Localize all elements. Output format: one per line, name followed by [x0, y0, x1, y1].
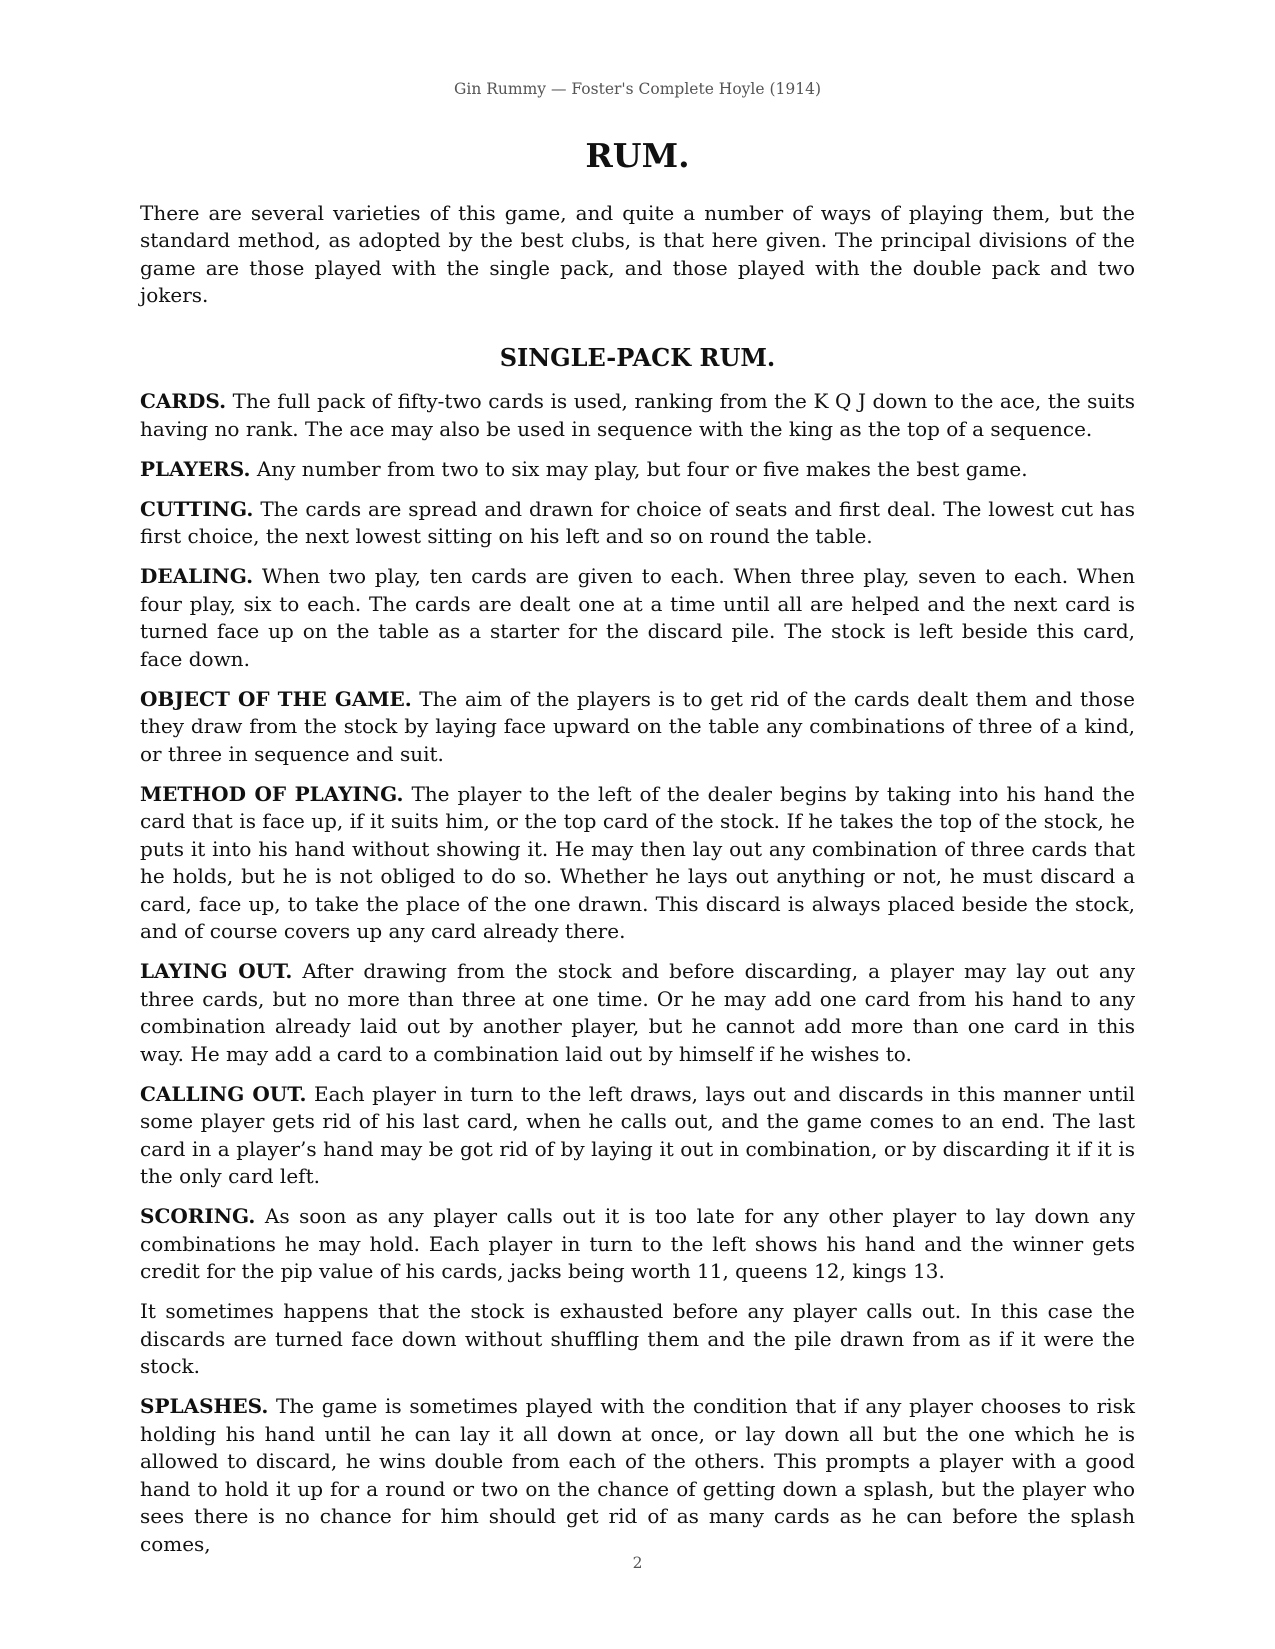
rule-text: The full pack of fifty-two cards is used, ranking from the K Q J down to the ace, the suits having no rank. The ace may also be used in sequence with the king as the top of a sequence.	[140, 389, 1135, 441]
page-number: 2	[632, 1554, 643, 1572]
rule-term: METHOD OF PLAYING.	[140, 781, 404, 806]
rule-term: CUTTING.	[140, 496, 254, 521]
rule-paragraph-laying-out	[140, 958, 1135, 1068]
rule-paragraph-calling-out	[140, 1081, 1135, 1191]
intro-paragraph: There are several varieties of this game, and quite a number of ways of playing them, but the standard method, as adopted by the best clubs, is that here given. The principal divisions of the game are those played with the single pack, and those played with the double pack and two jokers.	[140, 200, 1135, 308]
page-title: RUM.	[585, 136, 690, 175]
rule-text: Each player in turn to the left draws, lays out and discards in this manner until some player gets rid of his last card, when he calls out, and the game comes to an end. The last card in a player’s hand may be got rid of by laying it out in combination, or by discarding it if it is the only card left.	[140, 1081, 1135, 1189]
rule-text: The player to the left of the dealer begins by taking into his hand the card that is face up, if it suits him, or the top card of the stock. If he takes the top of the stock, he puts it into his hand without showing it. He may then lay out any combination of three cards that he holds, but he is not obliged to do so. Whether he lays out anything or not, he must discard a card, face up, to take the place of the one drawn. This discard is always placed beside the stock, and of course covers up any card already there.	[140, 781, 1135, 944]
rule-paragraph-cards	[140, 388, 1135, 443]
rule-text: The aim of the players is to get rid of the cards dealt them and those they draw from the stock by laying face upward on the table any combinations of three of a kind, or three in sequence and suit.	[140, 686, 1136, 766]
rule-text: After drawing from the stock and before discarding, a player may lay out any three cards, but no more than three at one time. Or he may add one card from his hand to any combination already laid out by another player, but he cannot add more than one card in this way. He may add a card to a combination laid out by himself if he wishes to.	[140, 959, 1136, 1066]
rule-term: CALLING OUT.	[140, 1081, 307, 1106]
rule-text: When two play, ten cards are given to each. When three play, seven to each. When four play, six to each. The cards are dealt one at a time until all are helped and the next card is turned face up on the table as a starter for the discard pile. The stock is left beside this card, face down.	[140, 564, 1135, 671]
rule-term: SPLASHES.	[140, 1394, 269, 1419]
rule-term: SCORING.	[140, 1204, 256, 1229]
rule-paragraph-object	[140, 686, 1135, 769]
section-heading: SINGLE-PACK RUM.	[499, 342, 776, 372]
rule-paragraph-players	[140, 456, 1135, 484]
rule-paragraph-splashes	[140, 1393, 1135, 1558]
rule-text: The cards are spread and drawn for choice of seats and first deal. The lowest cut has first choice, the next lowest sitting on his left and so on round the table.	[140, 496, 1135, 549]
page-body	[140, 136, 1135, 1571]
rule-paragraph-method	[140, 781, 1135, 946]
rule-text: As soon as any player calls out it is too late for any other player to lay down any combinations he may hold. Each player in turn to the left shows his hand and the winner gets credit for the pip value of his cards, jacks being worth 11, queens 12, kings 13.	[140, 1204, 1135, 1284]
rule-paragraph-scoring	[140, 1203, 1135, 1286]
running-header: Gin Rummy — Foster's Complete Hoyle (1914)	[453, 80, 822, 98]
rule-term: DEALING.	[140, 564, 254, 589]
rule-term: LAYING OUT.	[140, 959, 293, 984]
rule-term: CARDS.	[140, 389, 227, 414]
rule-text: The game is sometimes played with the condition that if any player chooses to risk holding his hand until he can lay it all down at once, or lay down all but the one which he is allowed to discard, he wins double from each of the others. This prompts a player with a good hand to hold it up for a round or two on the chance of getting down a splash, but the player who sees there is no chance for him should get rid of as many cards as he can before the splash comes,	[140, 1394, 1135, 1556]
rule-text: Any number from two to six may play, but four or five makes the best game.	[250, 456, 1028, 481]
rule-paragraph-cutting	[140, 496, 1135, 551]
rule-text: It sometimes happens that the stock is exhausted before any player calls out. In this case the discards are turned face down without shuffling them and the pile drawn from as if it were the stock.	[140, 1299, 1135, 1379]
rule-paragraph-dealing	[140, 563, 1135, 673]
rule-paragraph-stock-exhausted	[140, 1298, 1135, 1381]
rule-term: PLAYERS.	[140, 456, 251, 481]
rule-term: OBJECT OF THE GAME.	[140, 686, 412, 711]
